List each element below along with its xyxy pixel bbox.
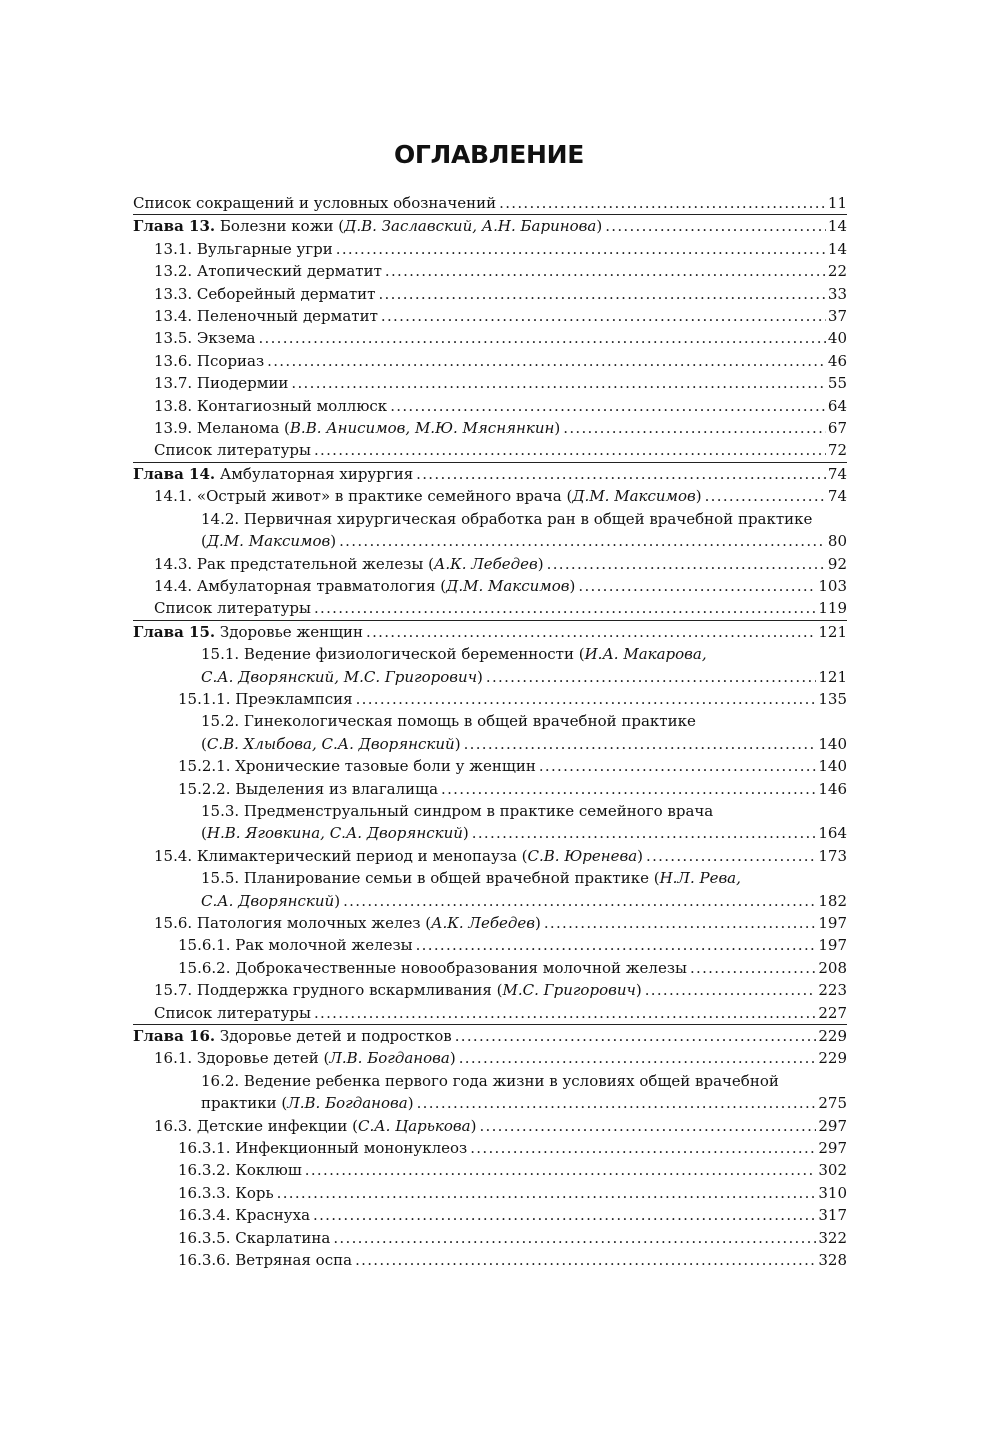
page-number: 33 <box>827 284 847 303</box>
leader-dots <box>563 417 826 439</box>
leader-dots <box>499 192 826 214</box>
toc-entry[interactable] <box>133 372 847 394</box>
leader-dots <box>313 1204 816 1226</box>
entry-text: 16.3. Детские инфекции ( <box>154 1116 358 1135</box>
entry-text: практики ( <box>201 1094 288 1113</box>
leader-dots <box>544 912 817 934</box>
entry-text: 16.3.4. Краснуха <box>178 1206 311 1225</box>
entry-text: 16.3.5. Скарлатина <box>178 1228 331 1247</box>
toc-entry-title <box>178 1227 330 1249</box>
leader-dots <box>381 305 826 327</box>
entry-text: Список литературы <box>154 599 311 618</box>
page-number: 40 <box>827 329 847 348</box>
entry-authors: С.А. Дворянский, М.С. Григорович <box>201 667 478 686</box>
entry-text: 15.4. Климактерический период и менопауза ( <box>154 846 528 865</box>
entry-authors: Н.Л. Рева, <box>659 869 741 888</box>
toc-entry-title <box>133 463 413 485</box>
chapter-label: Глава 13. <box>133 217 216 236</box>
toc-entry-title <box>154 372 288 394</box>
entry-text: 15.6.2. Доброкачественные новообразования молочной железы <box>178 958 687 977</box>
toc-entry[interactable] <box>133 439 847 461</box>
toc-entry-title <box>178 957 687 979</box>
page-number: 146 <box>818 779 847 798</box>
leader-dots <box>479 1115 816 1137</box>
leader-dots <box>305 1159 817 1181</box>
leader-dots <box>356 688 817 710</box>
toc-entry[interactable] <box>133 710 847 732</box>
entry-close-paren: ) <box>534 914 541 932</box>
leader-dots <box>385 260 826 282</box>
page-number: 275 <box>818 1094 847 1113</box>
entry-close-paren: ) <box>596 217 603 236</box>
toc-entry[interactable] <box>133 1249 847 1271</box>
entry-close-paren: ) <box>449 1049 456 1068</box>
toc-entry[interactable] <box>133 979 847 1001</box>
page-number: 297 <box>818 1116 847 1135</box>
chapter-label: Глава 16. <box>133 1027 216 1046</box>
page-number: 140 <box>818 757 847 776</box>
toc-entry-title <box>154 553 544 575</box>
page-number: 64 <box>827 396 847 415</box>
leader-dots <box>416 934 817 956</box>
entry-text: Здоровье женщин <box>219 622 364 641</box>
entry-text: ( <box>201 824 207 843</box>
entry-text: 13.1. Вульгарные угри <box>154 239 333 258</box>
entry-text: 16.3.1. Инфекционный мононуклеоз <box>178 1139 468 1158</box>
toc-entry-title <box>178 1249 352 1271</box>
toc-entry-title <box>133 215 602 237</box>
toc-entry[interactable] <box>133 485 847 507</box>
toc-entry-title <box>154 1115 476 1137</box>
entry-text: 13.8. Контагиозный моллюск <box>154 396 388 415</box>
entry-text: 14.2. Первичная хирургическая обработка ран в общей врачебной практике <box>201 509 813 528</box>
toc-entry-title <box>201 1072 779 1090</box>
toc-entry-title <box>201 1092 414 1114</box>
entry-close-paren: ) <box>407 1094 414 1113</box>
leader-dots <box>291 372 825 394</box>
toc-entry-title <box>154 1047 456 1069</box>
toc-entry-title <box>178 755 536 777</box>
page-number: 197 <box>818 914 847 932</box>
leader-dots <box>578 575 816 597</box>
entry-text: 15.6. Патология молочных желез ( <box>154 914 432 932</box>
toc-entry-title <box>154 597 311 619</box>
leader-dots <box>459 1047 817 1069</box>
page-number: 227 <box>818 1003 847 1022</box>
entry-authors: Д.М. Максимов <box>446 576 570 595</box>
toc-entry[interactable] <box>133 643 847 665</box>
toc-entry[interactable] <box>133 395 847 417</box>
toc-entry[interactable] <box>133 1204 847 1226</box>
entry-text: 15.1. Ведение физиологической беременности ( <box>201 645 585 664</box>
page-number: 223 <box>818 981 847 1000</box>
leader-dots <box>343 890 816 912</box>
chapter-label: Глава 15. <box>133 622 216 641</box>
toc-entry[interactable] <box>133 800 847 822</box>
entry-text: 15.6.1. Рак молочной железы <box>178 936 413 955</box>
toc-entry[interactable] <box>133 508 847 530</box>
leader-dots <box>314 1002 816 1024</box>
toc-entry[interactable] <box>133 553 847 575</box>
entry-text: 13.7. Пиодермии <box>154 374 289 393</box>
entry-text: 15.3. Предменструальный синдром в практике семейного врача <box>201 801 714 820</box>
toc-entry[interactable] <box>133 733 847 755</box>
entry-authors: С.В. Хлыбова, С.А. Дворянский <box>206 734 455 753</box>
entry-close-paren: ) <box>635 981 642 1000</box>
toc-entry-title <box>154 845 643 867</box>
page-title: ОГЛАВЛЕНИЕ <box>393 140 585 169</box>
chapter-label: Глава 14. <box>133 464 216 483</box>
toc-entry[interactable] <box>133 1047 847 1069</box>
toc-entry[interactable] <box>133 1182 847 1204</box>
leader-dots <box>258 327 825 349</box>
entry-authors: С.А. Дворянский <box>201 891 335 910</box>
leader-dots <box>390 395 826 417</box>
entry-authors: Д.М. Максимов <box>206 532 331 551</box>
leader-dots <box>333 1227 816 1249</box>
toc-entry-title <box>154 283 375 305</box>
page-number: 229 <box>818 1049 847 1068</box>
toc-entry-title <box>178 934 413 956</box>
page-number: 46 <box>827 351 847 370</box>
entry-authors: А.К. Лебедев <box>431 914 535 932</box>
entry-text: 13.3. Себорейный дерматит <box>154 284 376 303</box>
page-number: 310 <box>818 1183 847 1202</box>
toc-entry[interactable] <box>133 890 847 912</box>
entry-authors: А.К. Лебедев <box>433 554 538 573</box>
entry-authors: В.В. Анисимов, М.Ю. Мяснянкин <box>289 419 555 438</box>
page-number: 317 <box>818 1206 847 1225</box>
toc-entry-title <box>154 327 255 349</box>
leader-dots <box>705 485 826 507</box>
entry-close-paren: ) <box>477 667 483 686</box>
leader-dots <box>472 822 817 844</box>
entry-text: 13.4. Пеленочный дерматит <box>154 307 378 326</box>
leader-dots <box>416 463 826 485</box>
entry-text: Список литературы <box>154 1003 311 1022</box>
page-number: 55 <box>827 374 847 393</box>
toc-entry-title <box>201 645 707 663</box>
toc-entry-title <box>201 733 461 755</box>
toc-entry-title <box>201 822 469 844</box>
toc-entry[interactable] <box>133 350 847 372</box>
entry-text: 15.2.2. Выделения из влагалища <box>178 779 439 798</box>
toc-entry-title <box>178 1137 467 1159</box>
toc-entry-title <box>133 621 363 643</box>
entry-close-paren: ) <box>330 532 337 551</box>
entry-close-paren: ) <box>334 891 341 910</box>
page-number: 37 <box>827 307 847 326</box>
entry-close-paren: ) <box>554 419 561 438</box>
page-number: 322 <box>818 1228 847 1247</box>
page-number: 72 <box>827 441 847 460</box>
toc-entry-title <box>201 712 696 730</box>
page-number: 11 <box>827 194 847 212</box>
toc-entry[interactable] <box>133 688 847 710</box>
page-number: 103 <box>818 576 847 595</box>
table-of-contents <box>133 192 847 1272</box>
toc-entry-title <box>201 869 741 887</box>
toc-entry[interactable] <box>133 778 847 800</box>
toc-entry-title <box>201 802 713 820</box>
page-number: 74 <box>827 487 847 506</box>
page-number: 67 <box>827 419 847 438</box>
toc-entry[interactable] <box>133 260 847 282</box>
entry-authors: Л.В. Богданова <box>287 1094 408 1113</box>
toc-entry[interactable] <box>133 283 847 305</box>
entry-text: 16.1. Здоровье детей ( <box>154 1049 330 1068</box>
entry-text: Здоровье детей и подростков <box>219 1027 452 1046</box>
entry-authors: Д.М. Максимов <box>572 487 696 506</box>
page-number: 14 <box>827 217 847 236</box>
entry-authors: М.С. Григорович <box>502 981 636 1000</box>
toc-entry-title <box>154 1002 311 1024</box>
entry-text: 15.5. Планирование семьи в общей врачебной практике ( <box>201 869 660 888</box>
page-number: 135 <box>818 689 847 708</box>
toc-entry-title <box>133 192 496 214</box>
entry-close-paren: ) <box>462 824 469 843</box>
entry-authors: Д.В. Заславский, А.Н. Баринова <box>344 217 597 236</box>
toc-entry-title <box>178 688 353 710</box>
toc-entry[interactable] <box>133 845 847 867</box>
entry-close-paren: ) <box>569 576 576 595</box>
toc-entry-title <box>154 912 541 934</box>
entry-text: Список литературы <box>154 441 311 460</box>
entry-text: 15.2.1. Хронические тазовые боли у женщин <box>178 757 536 776</box>
entry-close-paren: ) <box>454 734 461 753</box>
page-number: 140 <box>818 734 847 753</box>
page-number: 74 <box>827 464 847 483</box>
toc-entry-title <box>201 530 336 552</box>
toc-entry-title <box>201 890 340 912</box>
page-number: 328 <box>818 1251 847 1270</box>
page-number: 92 <box>827 554 847 573</box>
leader-dots <box>690 957 816 979</box>
entry-text: 14.4. Амбулаторная травматология ( <box>154 576 447 595</box>
toc-entry-title <box>154 417 560 439</box>
toc-entry[interactable] <box>133 1137 847 1159</box>
toc-entry[interactable] <box>133 1002 847 1024</box>
toc-chapter-entry[interactable] <box>133 463 847 485</box>
toc-entry-title <box>154 350 264 372</box>
toc-entry[interactable] <box>133 305 847 327</box>
toc-entry-title <box>201 510 812 528</box>
toc-entry[interactable] <box>133 912 847 934</box>
entry-text: 14.3. Рак предстательной железы ( <box>154 554 434 573</box>
entry-authors: Н.В. Яговкина, С.А. Дворянский <box>206 824 463 843</box>
leader-dots <box>539 755 817 777</box>
toc-entry[interactable] <box>133 1092 847 1114</box>
entry-text: 13.2. Атопический дерматит <box>154 262 382 281</box>
leader-dots <box>547 553 826 575</box>
toc-entry[interactable] <box>133 597 847 619</box>
leader-dots <box>378 283 825 305</box>
leader-dots <box>464 733 817 755</box>
leader-dots <box>417 1092 817 1114</box>
toc-entry[interactable] <box>133 1159 847 1181</box>
page-number: 121 <box>818 622 847 641</box>
page-number: 229 <box>818 1027 847 1046</box>
toc-entry[interactable] <box>133 327 847 349</box>
entry-text: 14.1. «Острый живот» в практике семейного врача ( <box>154 487 573 506</box>
toc-chapter-entry[interactable] <box>133 1025 847 1047</box>
entry-close-paren: ) <box>637 846 644 865</box>
toc-entry-title <box>154 238 333 260</box>
toc-entry[interactable] <box>133 822 847 844</box>
entry-authors: И.А. Макарова, <box>584 645 707 664</box>
page-number: 164 <box>818 824 847 843</box>
page-number: 173 <box>818 846 847 865</box>
entry-text: ( <box>201 532 207 551</box>
toc-entry-title <box>178 1159 302 1181</box>
leader-dots <box>336 238 826 260</box>
page-number: 80 <box>827 532 847 551</box>
toc-entry[interactable] <box>133 417 847 439</box>
page-number: 119 <box>818 599 847 618</box>
toc-chapter-entry[interactable] <box>133 621 847 643</box>
entry-text: Список сокращений и условных обозначений <box>133 194 497 212</box>
toc-entry[interactable] <box>133 934 847 956</box>
leader-dots <box>486 666 816 688</box>
page-number: 121 <box>818 667 847 686</box>
entry-text: 16.3.3. Корь <box>178 1183 274 1202</box>
entry-text: 13.9. Меланома ( <box>154 419 290 438</box>
toc-entry[interactable] <box>133 957 847 979</box>
toc-entry[interactable] <box>133 867 847 889</box>
leader-dots <box>366 621 816 643</box>
toc-entry[interactable] <box>133 192 847 214</box>
toc-entry-title <box>154 979 642 1001</box>
toc-entry-title <box>178 1204 310 1226</box>
toc-entry-title <box>154 439 311 461</box>
page-number: 14 <box>827 239 847 258</box>
entry-authors: С.В. Юренева <box>527 846 638 865</box>
entry-authors: Л.В. Богданова <box>329 1049 450 1068</box>
entry-text: 13.5. Экзема <box>154 329 256 348</box>
toc-entry-title <box>154 485 702 507</box>
page-number: 22 <box>827 262 847 281</box>
toc-entry[interactable] <box>133 238 847 260</box>
entry-close-paren: ) <box>537 554 544 573</box>
toc-entry[interactable] <box>133 1070 847 1092</box>
leader-dots <box>645 979 817 1001</box>
page-number: 297 <box>818 1139 847 1158</box>
entry-text: ( <box>201 734 207 753</box>
toc-entry-title <box>154 260 382 282</box>
entry-text: Амбулаторная хирургия <box>219 464 414 483</box>
entry-text: Болезни кожи ( <box>219 217 345 236</box>
entry-text: 15.7. Поддержка грудного вскармливания ( <box>154 981 503 1000</box>
entry-text: 13.6. Псориаз <box>154 351 265 370</box>
leader-dots <box>339 530 826 552</box>
leader-dots <box>455 1025 817 1047</box>
entry-text: 16.3.2. Коклюш <box>178 1161 302 1180</box>
page-number: 182 <box>818 891 847 910</box>
toc-entry[interactable] <box>133 1227 847 1249</box>
entry-text: 15.1.1. Преэклампсия <box>178 689 353 708</box>
toc-entry-title <box>154 575 575 597</box>
entry-text: 15.2. Гинекологическая помощь в общей врачебной практике <box>201 712 696 731</box>
entry-close-paren: ) <box>470 1116 477 1135</box>
toc-entry-title <box>178 1182 274 1204</box>
entry-text: 16.3.6. Ветряная оспа <box>178 1251 353 1270</box>
toc-entry-title <box>154 305 378 327</box>
leader-dots <box>646 845 816 867</box>
toc-chapter-entry[interactable] <box>133 215 847 237</box>
toc-entry-title <box>154 395 387 417</box>
page-number: 197 <box>818 936 847 955</box>
page-number: 208 <box>818 958 847 977</box>
toc-entry[interactable] <box>133 755 847 777</box>
leader-dots <box>314 597 816 619</box>
toc-entry-title <box>133 1025 452 1047</box>
entry-close-paren: ) <box>695 487 702 506</box>
toc-entry[interactable] <box>133 666 847 688</box>
leader-dots <box>277 1182 817 1204</box>
leader-dots <box>355 1249 816 1271</box>
entry-authors: С.А. Царькова <box>357 1116 471 1135</box>
leader-dots <box>470 1137 816 1159</box>
leader-dots <box>314 439 826 461</box>
toc-entry[interactable] <box>133 1115 847 1137</box>
leader-dots <box>441 778 816 800</box>
leader-dots <box>605 215 826 237</box>
toc-entry[interactable] <box>133 575 847 597</box>
toc-entry-title <box>201 666 483 688</box>
page-number: 302 <box>818 1161 847 1180</box>
leader-dots <box>267 350 826 372</box>
entry-text: 16.2. Ведение ребенка первого года жизни в условиях общей врачебной <box>201 1071 779 1090</box>
toc-entry[interactable] <box>133 530 847 552</box>
toc-entry-title <box>178 778 438 800</box>
